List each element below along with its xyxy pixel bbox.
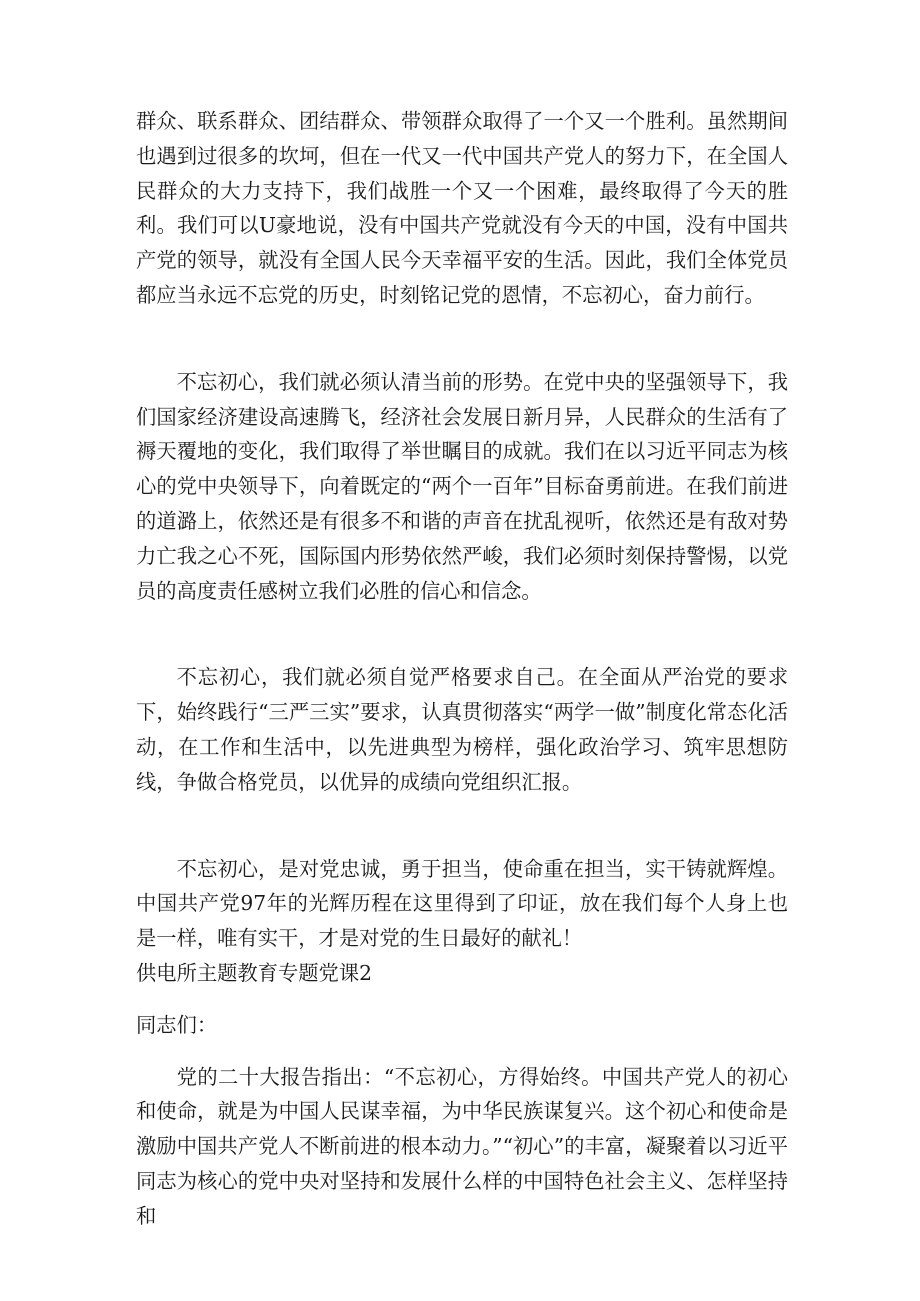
salutation: 同志们： [136, 1012, 218, 1037]
paragraph-gap [136, 608, 788, 660]
paragraph-gap [136, 1043, 788, 1060]
paragraph-gap [136, 313, 788, 365]
paragraph-gap [136, 991, 788, 1008]
paragraph-history: 群众、联系群众、团结群众、带领群众取得了一个又一个胜利。虽然期间也遇到过很多的坎坷，但在一代又一代中国共产党人的努力下，在全国人民群众的大力支持下，我们战胜一个又一个困难，最终取得了今天的胜利。我们可以U豪地说，没有中国共产党就没有今天的中国，没有中国共产党的领导，就没有全国人民今天幸福平安的生活。因此，我们全体党员都应当永远不忘党的历史，时刻铭记党的恩情，不忘初心，奋力前行。 [136, 109, 788, 307]
paragraph-loyalty: 不忘初心，是对党忠诚，勇于担当，使命重在担当，实干铸就辉煌。中国共产党97年的光辉历程在这里得到了印证，放在我们每个人身上也是一样，唯有实干，才是对党的生日最好的献礼！ [136, 856, 788, 951]
section-title: 供电所主题教育专题党课2 [136, 960, 372, 985]
document-page [136, 104, 788, 1234]
paragraph-situation: 不忘初心，我们就必须认清当前的形势。在党中央的坚强领导下，我们国家经济建设高速腾飞，经济社会发展日新月异，人民群众的生活有了褥天覆地的变化，我们取得了举世瞩目的成就。我们在以习近平同志为核心的党中央领导下，向着既定的“两个一百年”目标奋勇前进。在我们前进的道潞上，依然还是有很多不和谐的声音在扰乱视听，依然还是有敌对势力亡我之心不死，国际国内形势依然严峻，我们必须时刻保持警惕，以党员的高度责任感树立我们必胜的信心和信念。 [136, 369, 788, 603]
paragraph-self-discipline: 不忘初心，我们就必须自觉严格要求自己。在全面从严治党的要求下，始终践行“三严三实”要求，认真贯彻落实“两学一做”制度化常态化活动，在工作和生活中，以先进典型为榜样，强化政治学习、筑牢思想防线，争做合格党员，以优异的成绩向党组织汇报。 [136, 665, 788, 794]
paragraph-gap [136, 800, 788, 852]
paragraph-report-quote: 党的二十大报告指出：“不忘初心，方得始终。中国共产党人的初心和使命，就是为中国人民谋幸福，为中华民族谋复兴。这个初心和使命是激励中国共产党人不断前进的根本动力。”“初心”的丰富，凝聚着以习近平同志为核心的党中央对坚持和发展什么样的中国特色社会主义、怎样坚持和 [136, 1064, 788, 1228]
